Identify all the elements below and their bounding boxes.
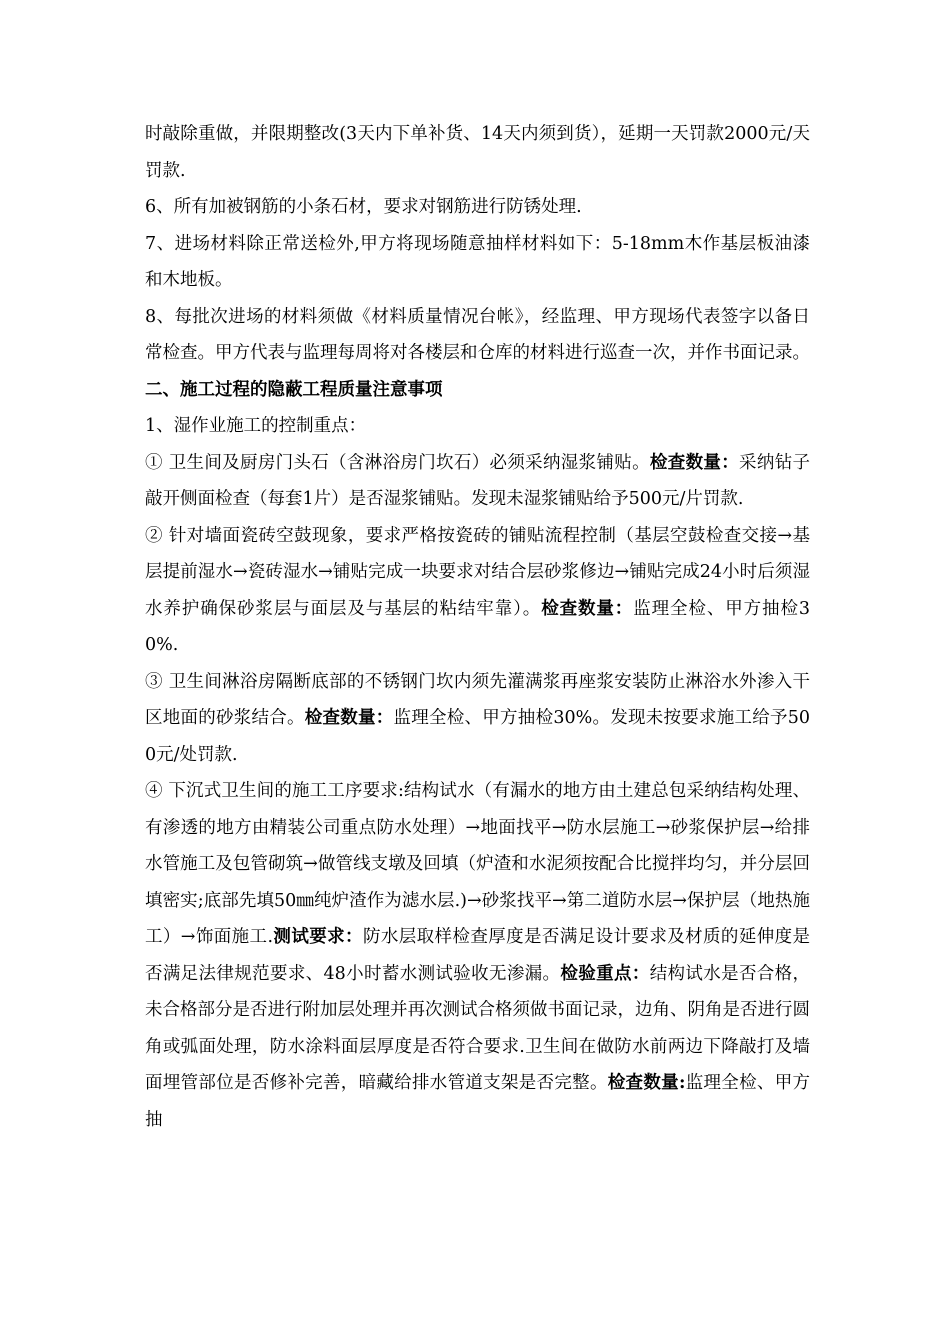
item-3-text: ③ 卫生间淋浴房隔断底部的不锈钢门坎内须先灌满浆再座浆安装防止淋浴水外渗入干区地面的砂浆结合。	[145, 671, 810, 728]
document-page	[145, 116, 810, 1138]
paragraph-circled-item-1	[145, 445, 810, 518]
paragraph-circled-item-2	[145, 518, 810, 664]
paragraph-penalty-continuation: 时敲除重做，并限期整改(3天内下单补货、14天内须到货），延期一天罚款2000元/天罚款.	[145, 124, 810, 181]
item-4-test-detail: 防水层取样检查厚度是否满足设计要求及材质的延伸度是否满足法律规范要求、48小时蓄水测试验收无渗漏。	[145, 927, 811, 984]
section-heading: 二、施工过程的隐蔽工程质量注意事项	[145, 379, 443, 400]
paragraph-item-8: 8、每批次进场的材料须做《材料质量情况台帐》，经监理、甲方现场代表签字以备日常检查。甲方代表与监理每周将对各楼层和仓库的材料进行巡查一次，并作书面记录。	[145, 306, 810, 363]
paragraph-circled-item-3	[145, 664, 810, 774]
item-4-key-label: 检验重点：	[560, 963, 650, 984]
item-4-text: ④ 下沉式卫生间的施工工序要求:结构试水（有漏水的地方由土建总包采纳结构处理、有渗透的地方由精装公司重点防水处理）→地面找平→防水层施工→砂浆保护层→给排水管施工及包管砌筑→做管线支墩及回填（炉渣和水泥须按配合比搅拌均匀，并分层回填密实;底部先填50㎜纯炉渣作为滤水层.)→砂浆找平→第二道防水层→保护层（地热施工）→饰面施工.	[145, 781, 810, 947]
item-2-detail: 监理全检、甲方抽检30%.	[145, 598, 811, 655]
paragraph-wet-work-intro: 1、湿作业施工的控制重点：	[145, 416, 367, 436]
item-4-test-label: 测试要求：	[273, 927, 363, 947]
item-2-text: ② 针对墙面瓷砖空鼓现象，要求严格按瓷砖的铺贴流程控制（基层空鼓检查交接→基层提前湿水→瓷砖湿水→铺贴完成一块要求对结合层砂浆修边→铺贴完成24小时后须湿水养护确保砂浆层与面层及与基层的粘结牢靠）。	[145, 525, 810, 619]
item-4-count-detail: 监理全检、甲方抽	[145, 1073, 810, 1130]
paragraph-circled-item-4	[145, 773, 810, 1138]
item-4-count-label: 检查数量:	[607, 1073, 686, 1093]
item-3-label: 检查数量：	[304, 708, 394, 728]
item-1-label: 检查数量：	[649, 452, 740, 473]
item-4-key-detail: 结构试水是否合格，未合格部分是否进行附加层处理并再次测试合格须做书面记录，边角、阴角是否进行圆角或弧面处理，防水涂料面层厚度是否符合要求.卫生间在做防水前两边下降敲打及墙面埋管部位是否修补完善，暗藏给排水管道支架是否完整。	[145, 963, 811, 1093]
paragraph-item-7: 7、进场材料除正常送检外,甲方将现场随意抽样材料如下：5-18mm木作基层板油漆和木地板。	[145, 233, 810, 290]
item-3-detail: 监理全检、甲方抽检30%。发现未按要求施工给予500元/处罚款.	[145, 708, 811, 765]
item-2-label: 检查数量：	[541, 598, 634, 619]
paragraph-item-6: 6、所有加被钢筋的小条石材，要求对钢筋进行防锈处理.	[145, 197, 582, 217]
item-1-text: ① 卫生间及厨房门头石（含淋浴房门坎石）必须采纳湿浆铺贴。	[145, 452, 650, 473]
item-1-detail: 采纳钻子敲开侧面检查（每套1片）是否湿浆铺贴。发现未湿浆铺贴给予500元/片罚款.	[145, 452, 811, 509]
